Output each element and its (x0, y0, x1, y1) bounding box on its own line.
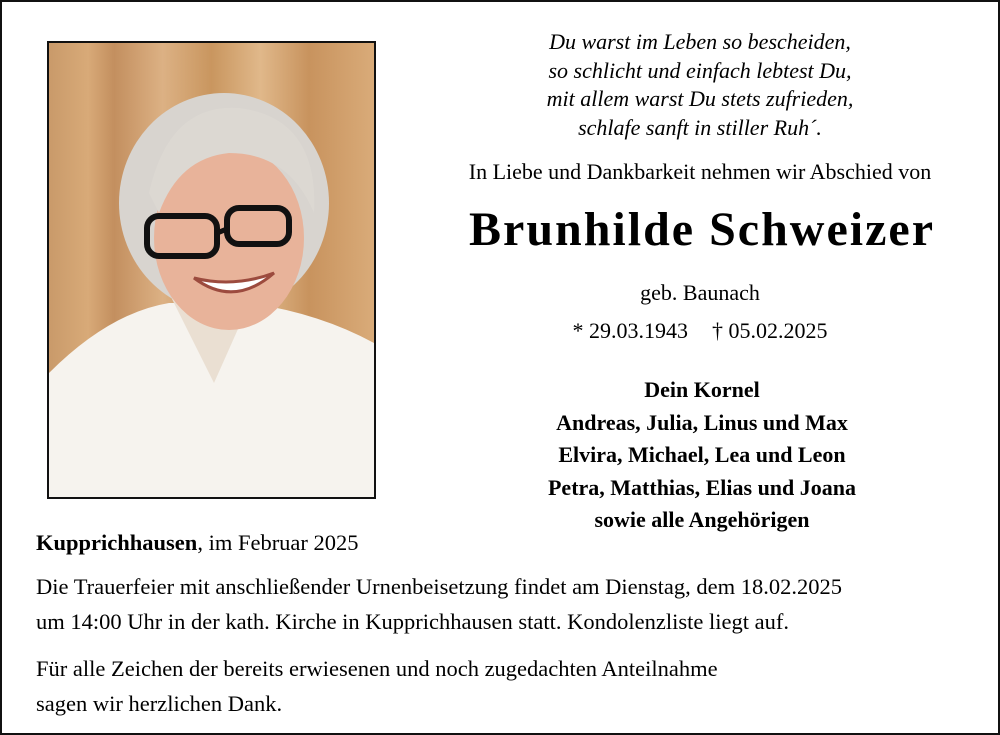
poem-line: Du warst im Leben so bescheiden, (549, 29, 851, 54)
deceased-name: Brunhilde Schweizer (469, 203, 935, 256)
mourner-line: Dein Kornel (644, 377, 760, 402)
date-text: , im Februar 2025 (197, 530, 359, 555)
thanks-line: sagen wir herzlichen Dank. (36, 691, 283, 716)
service-line: um 14:00 Uhr in der kath. Kirche in Kupprichhausen statt. Kondolenzliste liegt auf. (36, 609, 789, 634)
place: Kupprichhausen (36, 530, 198, 555)
poem-line: so schlicht und einfach lebtest Du, (548, 57, 852, 83)
mourner-line: Elvira, Michael, Lea und Leon (558, 442, 846, 467)
thanks-line: Für alle Zeichen der bereits erwiesenen und noch zugedachten Anteilnahme (36, 656, 718, 681)
service-line: Die Trauerfeier mit anschließender Urnenbeisetzung findet am Dienstag, dem 18.02.2025 (36, 574, 843, 599)
mourner-line: sowie alle Angehörigen (594, 507, 810, 532)
birth-date: * 29.03.1943 (572, 318, 688, 343)
poem-line: mit allem warst Du stets zufrieden, (546, 86, 854, 111)
mourner-line: Andreas, Julia, Linus und Max (556, 409, 848, 435)
mourners-list (412, 374, 992, 537)
portrait-illustration (49, 43, 374, 497)
portrait-photo (47, 41, 376, 499)
poem-line: schlafe sanft in stiller Ruh´. (578, 114, 822, 140)
poem (422, 28, 978, 142)
death-date: † 05.02.2025 (712, 318, 828, 343)
mourner-line: Petra, Matthias, Elias und Joana (547, 474, 857, 500)
maiden-name: geb. Baunach (640, 280, 760, 305)
intro-text: In Liebe und Dankbarkeit nehmen wir Abschied von (468, 159, 932, 184)
place-date (36, 530, 359, 556)
life-dates (422, 318, 978, 344)
